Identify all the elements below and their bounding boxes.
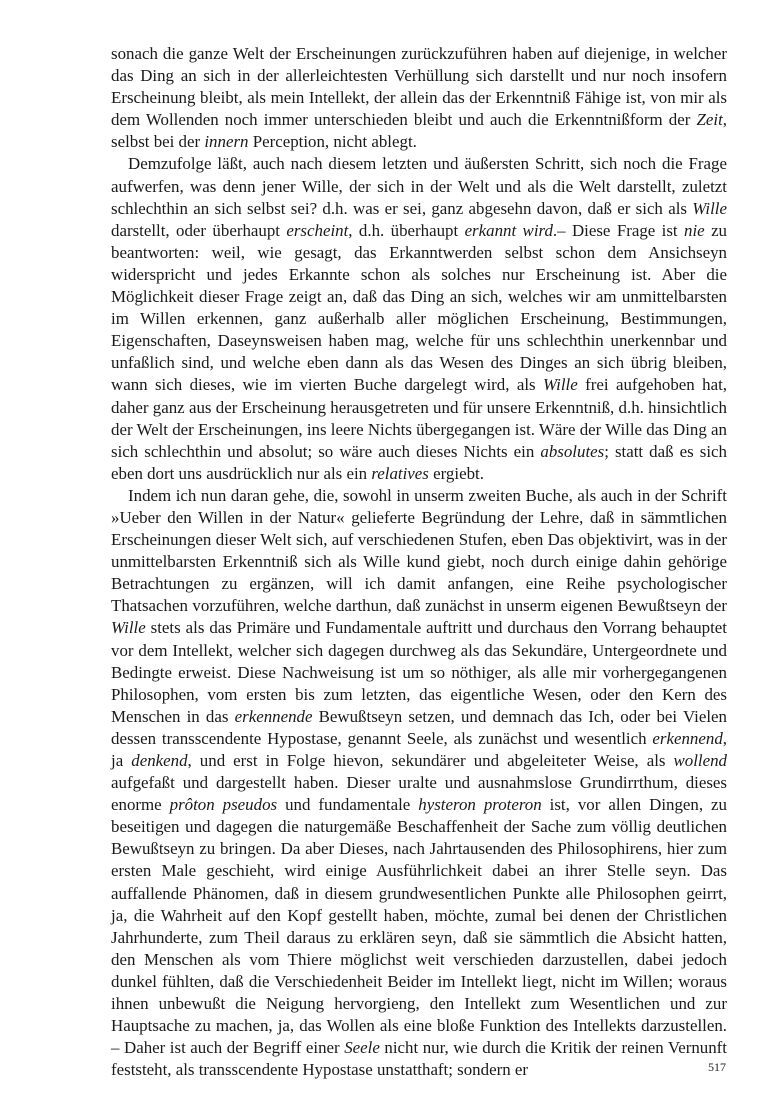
- emphasis-text: erkannt wird: [464, 220, 553, 240]
- emphasis-text: innern: [204, 132, 249, 152]
- page-number: 517: [708, 1060, 726, 1074]
- emphasis-text: prôton pseudos: [169, 795, 278, 815]
- emphasis-text: wollend: [673, 751, 727, 770]
- paragraph-2: Demzufolge läßt, auch nach diesem letzten und äußersten Schritt, sich noch die Frage aufwerfen, was denn jener Wille, der sich in der Welt und als die Welt darstellt, zuletzt schlechthin an sich selbst sei? d.h. was er sei, ganz abgesehn davon, daß er sich als Wille darstellt, oder überhaupt erscheint, d.h. überhaupt erkannt wird.– Diese Frage ist nie zu beantworten: weil, wie gesagt, das Erkanntwerden selbst schon dem Ansichseyn widerspricht und jedes Erkannte schon als solches nur Erscheinung ist. Aber die Möglichkeit dieser Frage zeigt an, daß das Ding an sich, welches wir am unmittelbarsten im Willen erkennen, ganz außerhalb aller möglichen Erscheinung, Bestimmungen, Eigenschaften, Daseynsweisen haben mag, welche für uns schlechthin unerkennbar und unfaßlich sind, und welche eben dann als das Wesen des Dinges an sich übrig bleiben, wann sich dieses, wie im vierten Buche dargelegt wird, als Wille frei aufgehoben hat, daher ganz aus der Erscheinung herausgetreten und für unsere Erkenntniß, d.h. hinsichtlich der Welt der Erscheinungen, ins leere Nichts übergegangen ist. Wäre der Wille das Ding an sich schlechthin und absolut; so wäre auch dieses Nichts ein absolutes; statt daß es sich eben dort uns ausdrücklich nur als ein relatives ergiebt.: [111, 154, 728, 483]
- emphasis-text: Wille: [692, 198, 727, 218]
- emphasis-text: absolutes: [540, 441, 605, 461]
- page-body: [111, 43, 727, 1081]
- emphasis-text: erscheint: [286, 220, 349, 240]
- emphasis-text: relatives: [371, 463, 429, 483]
- emphasis-text: Wille: [111, 618, 146, 638]
- emphasis-text: Zeit: [696, 110, 723, 130]
- emphasis-text: hysteron proteron: [418, 795, 542, 815]
- paragraph-1: sonach die ganze Welt der Erscheinungen zurückzuführen haben auf diejenige, in welcher das Ding an sich in der allerleichtesten Verhüllung sich darstellt und nur noch insofern Erscheinung bleibt, als mein Intellekt, der allein das der Erkenntniß Fähige ist, von mir als dem Wollenden noch immer unterschieden bleibt und auch die Erkenntnißform der Zeit, selbst bei der innern Perception, nicht ablegt.: [111, 44, 727, 152]
- emphasis-text: erkennend: [652, 728, 723, 748]
- emphasis-text: denkend: [131, 751, 188, 770]
- paragraph-3: Indem ich nun daran gehe, die, sowohl in unserm zweiten Buche, als auch in der Schrift »Ueber den Willen in der Natur« gelieferte Begründung der Lehre, daß in sämmtlichen Erscheinungen dieser Welt sich, auf verschiedenen Stufen, eben Das objektivirt, was in der unmittelbarsten Erkenntniß sich als Wille kund giebt, noch durch einige dahin gehörige Betrachtungen zu ergänzen, will ich damit anfangen, eine Reihe psychologischer Thatsachen vorzuführen, welche darthun, daß zunächst in unserm eigenen Bewußtseyn der Wille stets als das Primäre und Fundamentale auftritt und durchaus den Vorrang behauptet vor dem Intellekt, welcher sich dagegen durchweg als das Sekundäre, Untergeordnete und Bedingte erweist. Diese Nachweisung ist um so nöthiger, als alle mir vorhergegangenen Philosophen, vom ersten bis zum letzten, das eigentliche Wesen, oder den Kern des Menschen in das erkennende Bewußtseyn setzen, und demnach das Ich, oder bei Vielen dessen transscendente Hypostase, genannt Seele, als zunächst und wesentlich erkennend, ja denkend, und erst in Folge hievon, sekundärer und abgeleiteter Weise, als wollend aufgefaßt und dargestellt haben. Dieser uralte und ausnahmslose Grundirrthum, dieses enorme prôton pseudos und fundamentale hysteron proteron ist, vor allen Dingen, zu beseitigen und dagegen die naturgemäße Beschaffenheit der Sache zum völlig deutlichen Bewußtseyn zu bringen. Da aber Dieses, nach Jahrtausenden des Philosophirens, hier zum ersten Male geschieht, wird einige Ausführlichkeit dabei an ihrer Stelle seyn. Das auffallende Phänomen, daß in diesem grundwesentlichen Punkte alle Philosophen geirrt, ja, die Wahrheit auf den Kopf gestellt haben, möchte, zumal bei denen der Christlichen Jahrhunderte, zum Theil daraus zu erklären seyn, daß sie sämmtlich die Absicht hatten, den Menschen als vom Thiere möglichst weit verschieden darzustellen, dabei jedoch dunkel fühlten, daß die Verschiedenheit Beider im Intellekt liegt, nicht im Willen; woraus ihnen unbewußt die Neigung hervorgieng, den Intellekt zum Wesentlichen und zur Hauptsache zu machen, ja, das Wollen als eine bloße Funktion des Intellekts darzustellen. – Daher ist auch der Begriff einer Seele nicht nur, wie durch die Kritik der reinen Vernunft feststeht, als transscendente Hypostase unstatthaft; sondern er: [111, 485, 727, 1080]
- emphasis-text: Seele: [344, 1038, 380, 1058]
- emphasis-text: nie: [684, 220, 705, 240]
- emphasis-text: erkennende: [234, 706, 313, 726]
- emphasis-text: Wille: [543, 375, 578, 395]
